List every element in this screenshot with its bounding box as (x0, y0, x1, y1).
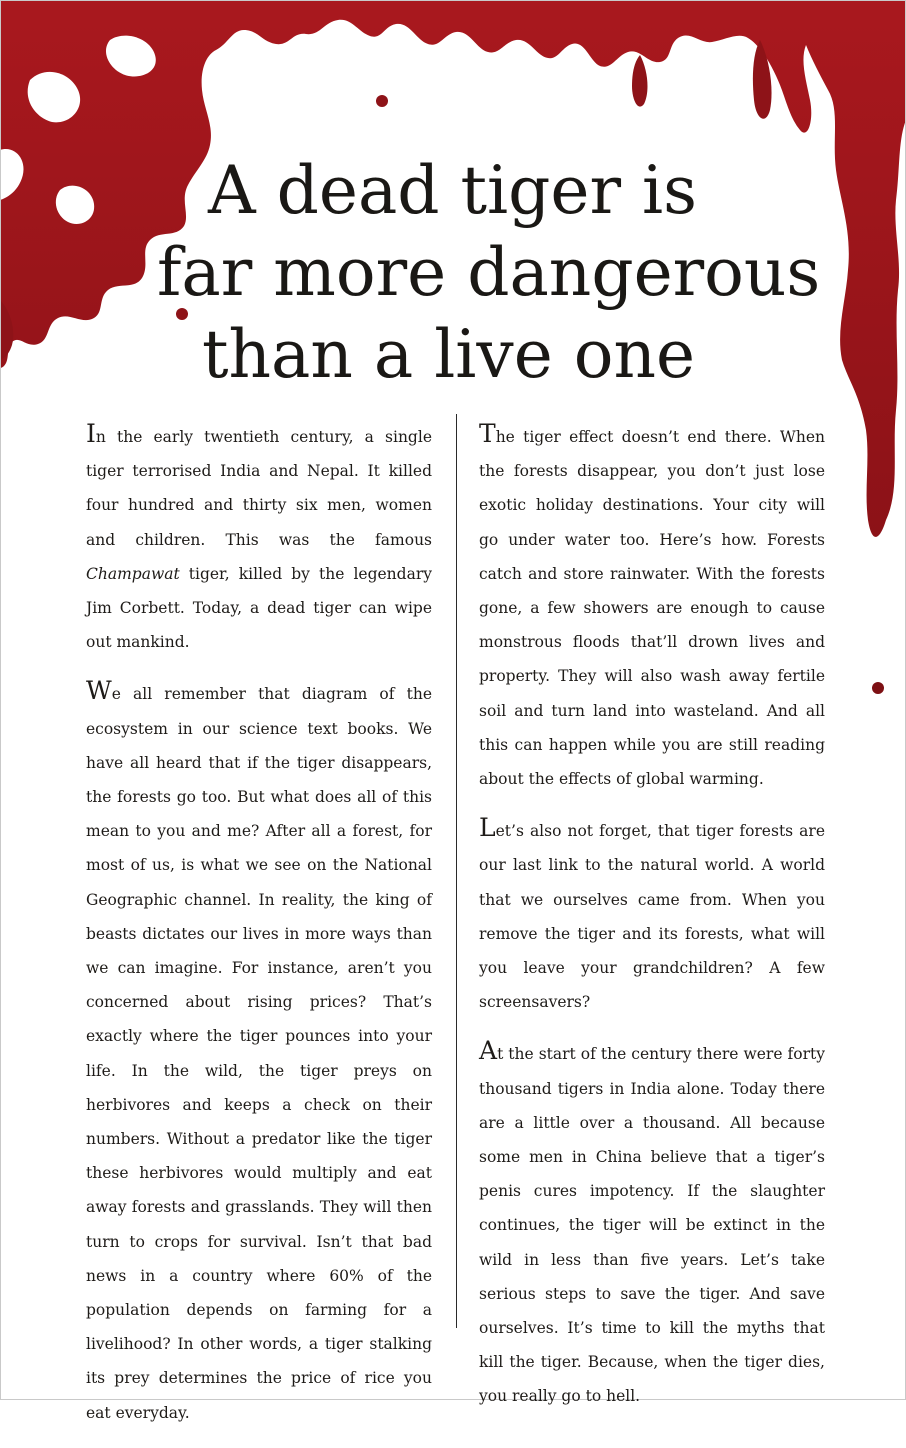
drop-cap: A (479, 1036, 498, 1066)
drop-cap: I (86, 419, 96, 448)
italic-name-champawat: Champawat (86, 564, 180, 583)
headline-line-1: A dead tiger is (208, 152, 697, 229)
column-divider (456, 414, 457, 1328)
paragraph-ecosystem (86, 677, 432, 1429)
paragraph-last-link (479, 814, 825, 1019)
paragraph-early-twentieth-century (86, 420, 432, 659)
headline-line-3: than a live one (202, 316, 696, 393)
paragraph-text: he tiger effect doesn’t end there. When the forests disappear, you don’t just lose exotic holiday destinations. Your city will go under water too. Here’s how. Forests catch and store rainwater. With the forests gone, a few showers are enough to cause monstrous floods that’ll drown lives and property. They will also wash away fertile soil and turn land into wasteland. And all this can happen while you are still reading about the effects of global warming. (479, 428, 825, 789)
paragraph-text-continued: tiger, killed by the legendary Jim Corbett. Today, a dead tiger can wipe out mankind. (86, 564, 432, 652)
paragraph-text: n the early twentieth century, a single tiger terrorised India and Nepal. It killed four hundred and thirty six men, women and children. This was the famous (86, 428, 432, 549)
drop-cap: T (479, 419, 496, 448)
left-column (86, 420, 432, 1448)
paragraph-start-of-century (479, 1037, 825, 1413)
drop-cap: L (479, 813, 496, 843)
paragraph-text: et’s also not forget, that tiger forests are our last link to the natural world. A world that we ourselves came from. When you remove the tiger and its forests, what will you leave your grandchildren? A few screensavers? (479, 822, 825, 1012)
paragraph-text: t the start of the century there were forty thousand tigers in India alone. Today there are a little over a thousand. All because some men in China believe that a tiger’s penis cures impotency. If the slaughter continues, the tiger will be extinct in the wild in less than five years. Let’s take serious steps to save the tiger. And save ourselves. It’s time to kill the myths that kill the tiger. Because, when the tiger dies, you really go to hell. (479, 1045, 825, 1406)
paragraph-tiger-effect (479, 420, 825, 796)
headline-line-2: far more dangerous (157, 234, 821, 311)
drop-cap: W (86, 676, 112, 706)
paragraph-text: e all remember that diagram of the ecosystem in our science text books. We have all heard that if the tiger disappears, the forests go too. But what does all of this mean to you and me? After all a forest, for most of us, is what we see on the National Geographic channel. In reality, the king of beasts dictates our lives in more ways than we can imagine. For instance, aren’t you concerned about rising prices? That’s exactly where the tiger pounces into your life. In the wild, the tiger preys on herbivores and keeps a check on their numbers. Without a predator like the tiger these herbivores would multiply and eat away forests and grasslands. They will then turn to crops for survival. Isn’t that bad news in a country where 60% of the population depends on farming for a livelihood? In other words, a tiger stalking its prey determines the price of rice you eat everyday. (86, 685, 432, 1422)
right-column (479, 420, 825, 1432)
